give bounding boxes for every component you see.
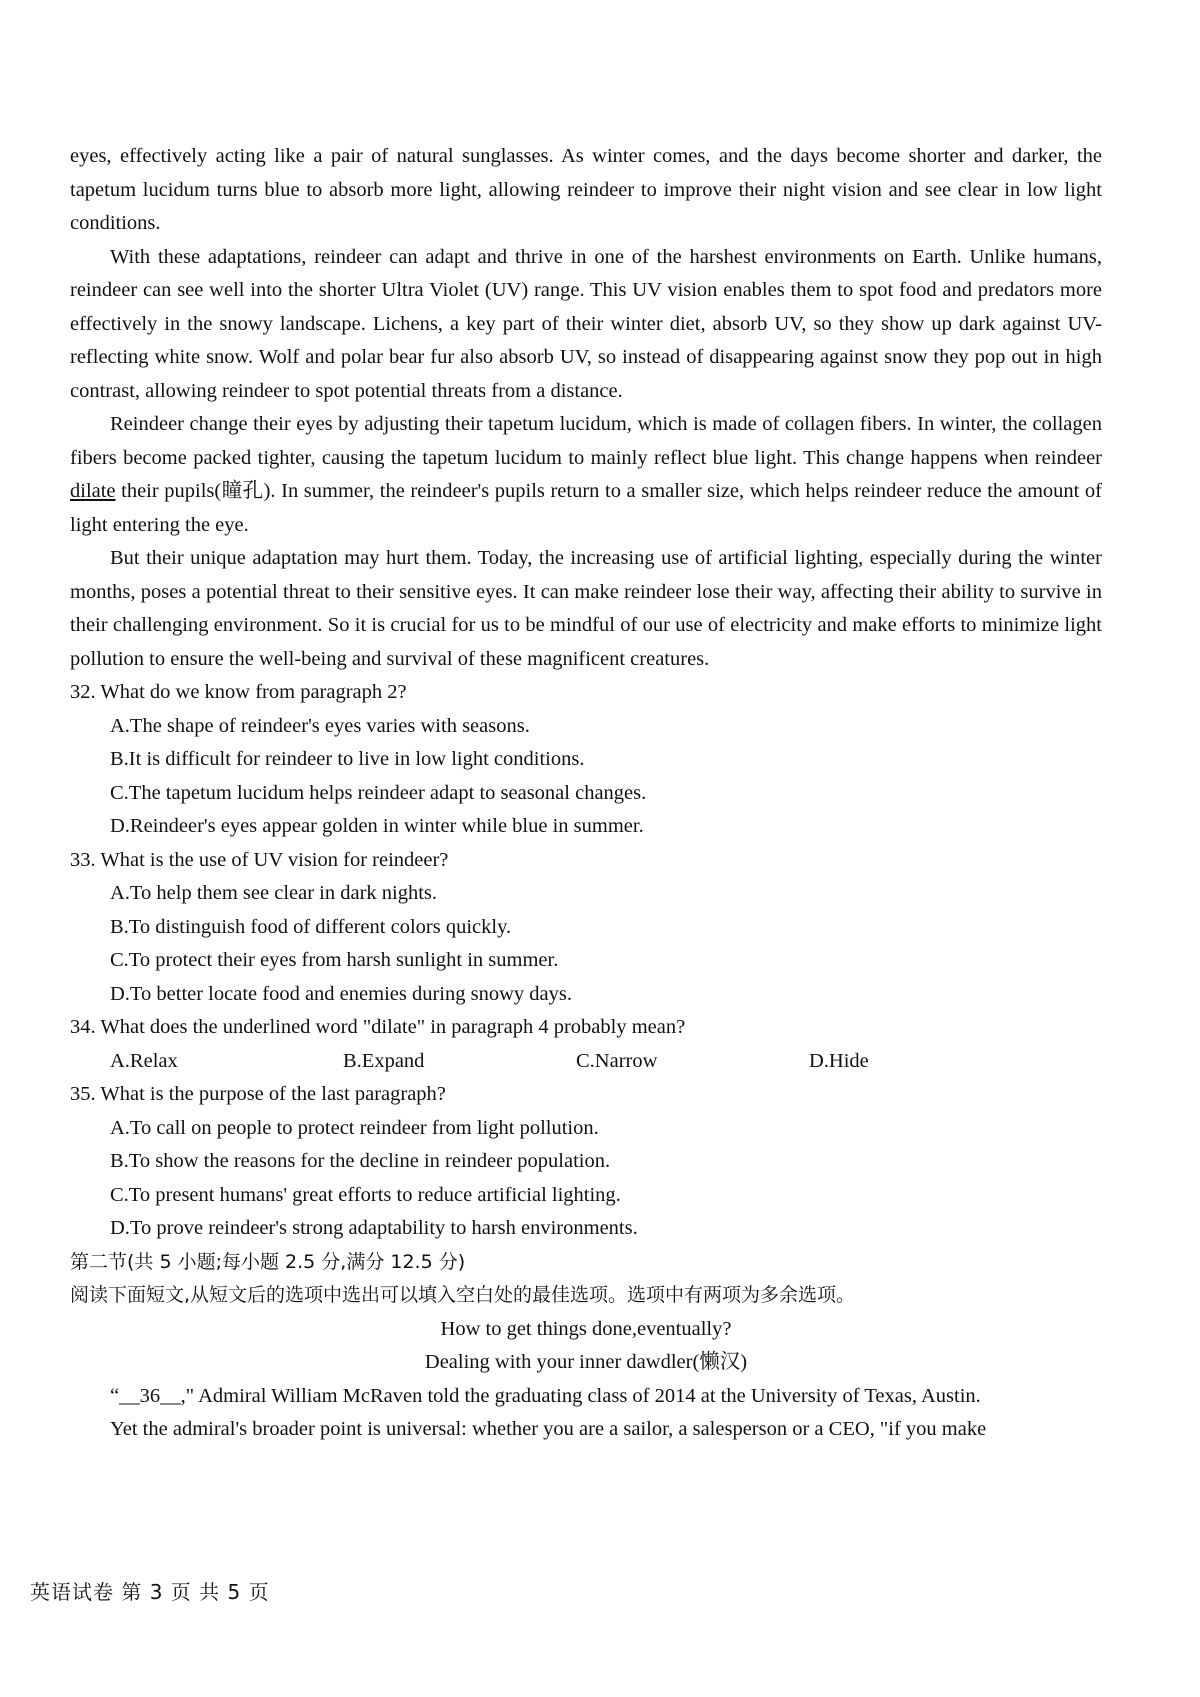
blank-36: __36__, [119,1384,186,1407]
paragraph-text: eyes, effectively acting like a pair of natural sunglasses. As winter comes, and the days become shorter and darker, the tapetum lucidum turns blue to absorb more light, allowing reindeer to improve their night vision and see clear in low light conditions. [70,145,1102,234]
article-subtitle: Dealing with your inner dawdler(懒汉) [424,1351,748,1373]
option-row [70,1045,1102,1079]
option-d: D.Reindeer's eyes appear golden in winter while blue in summer. [110,815,644,837]
option-a: A.To help them see clear in dark nights. [110,882,438,904]
question-32 [70,676,1102,844]
passage-paragraph [70,408,1102,542]
option-a: A.The shape of reindeer's eyes varies with seasons. [110,714,530,737]
option-c: C.The tapetum lucidum helps reindeer adapt to seasonal changes. [110,781,647,804]
question-34 [70,1011,1102,1078]
article-paragraph-2: Yet the admiral's broader point is universal: whether you are a sailor, a salesperson or a CEO, "if you make [110,1418,987,1440]
question-stem: 33. What is the use of UV vision for reindeer? [70,848,449,871]
open-quote: “ [110,1384,120,1407]
section-2 [70,1246,1102,1447]
article-title: How to get things done,eventually? [440,1317,732,1340]
option-b: B.To distinguish food of different colors quickly. [110,915,512,938]
question-stem: 34. What does the underlined word "dilate" in paragraph 4 probably mean? [70,1016,686,1038]
question-stem: 35. What is the purpose of the last paragraph? [70,1083,446,1105]
option-a: A.To call on people to protect reindeer from light pollution. [110,1116,599,1139]
passage-paragraphs [70,140,1102,676]
question-33 [70,844,1102,1012]
option-list [70,1112,1102,1246]
option-d: D.Hide [809,1049,869,1072]
question-35 [70,1078,1102,1246]
section-instruction: 阅读下面短文,从短文后的选项中选出可以填入空白处的最佳选项。选项中有两项为多余选项。 [70,1284,856,1306]
article-paragraph-1 [70,1380,1102,1414]
passage-paragraph [70,140,1102,241]
paragraph-text: Reindeer change their eyes by adjusting their tapetum lucidum, which is made of collagen fibers. In winter, the collagen fibers become packed tighter, causing the tapetum lucidum to mainly reflect blue light. This change happens when reindeer [70,413,1102,469]
section-heading: 第二节(共 5 小题;每小题 2.5 分,满分 12.5 分) [70,1250,466,1273]
option-b: B.To show the reasons for the decline in reindeer population. [110,1150,611,1172]
option-b: B.Expand [343,1049,425,1072]
option-c: C.To present humans' great efforts to reduce artificial lighting. [110,1183,621,1206]
paragraph-text: their pupils(瞳孔). In summer, the reindeer's pupils return to a smaller size, which helps reindeer reduce the amount of light entering the eye. [70,480,1102,536]
paragraph-text: With these adaptations, reindeer can adapt and thrive in one of the harshest environments on Earth. Unlike humans, reindeer can see well into the shorter Ultra Violet (UV) range. This UV vision enables them to spot food and predators more effectively in the snowy landscape. Lichens, a key part of their winter diet, absorb UV, so they show up dark against UV-reflecting white snow. Wolf and polar bear fur also absorb UV, so instead of disappearing against snow they pop out in high contrast, allowing reindeer to spot potential threats from a distance. [70,245,1102,402]
passage-paragraph [70,542,1102,676]
paragraph-text: But their unique adaptation may hurt them. Today, the increasing use of artificial lighting, especially during the winter months, poses a potential threat to their sensitive eyes. It can make reindeer lose their way, affecting their ability to survive in their challenging environment. So it is crucial for us to be mindful of our use of electricity and make efforts to minimize light pollution to ensure the well-being and survival of these magnificent creatures. [70,547,1102,670]
page-footer: 英语试卷 第 3 页 共 5 页 [30,1580,270,1604]
option-list [70,877,1102,1011]
option-d: D.To prove reindeer's strong adaptability to harsh environments. [110,1217,638,1239]
option-d: D.To better locate food and enemies during snowy days. [110,982,572,1005]
option-list [70,710,1102,844]
option-c: C.Narrow [576,1049,658,1072]
option-a: A.Relax [110,1049,178,1072]
question-stem: 32. What do we know from paragraph 2? [70,681,407,703]
option-b: B.It is difficult for reindeer to live in low light conditions. [110,748,585,770]
reading-passage [70,140,1102,1447]
passage-paragraph [70,241,1102,409]
paragraph-text: " Admiral William McRaven told the graduating class of 2014 at the University of Texas, Austin. [185,1384,981,1407]
option-c: C.To protect their eyes from harsh sunlight in summer. [110,949,559,971]
underlined-word: dilate [70,480,116,502]
